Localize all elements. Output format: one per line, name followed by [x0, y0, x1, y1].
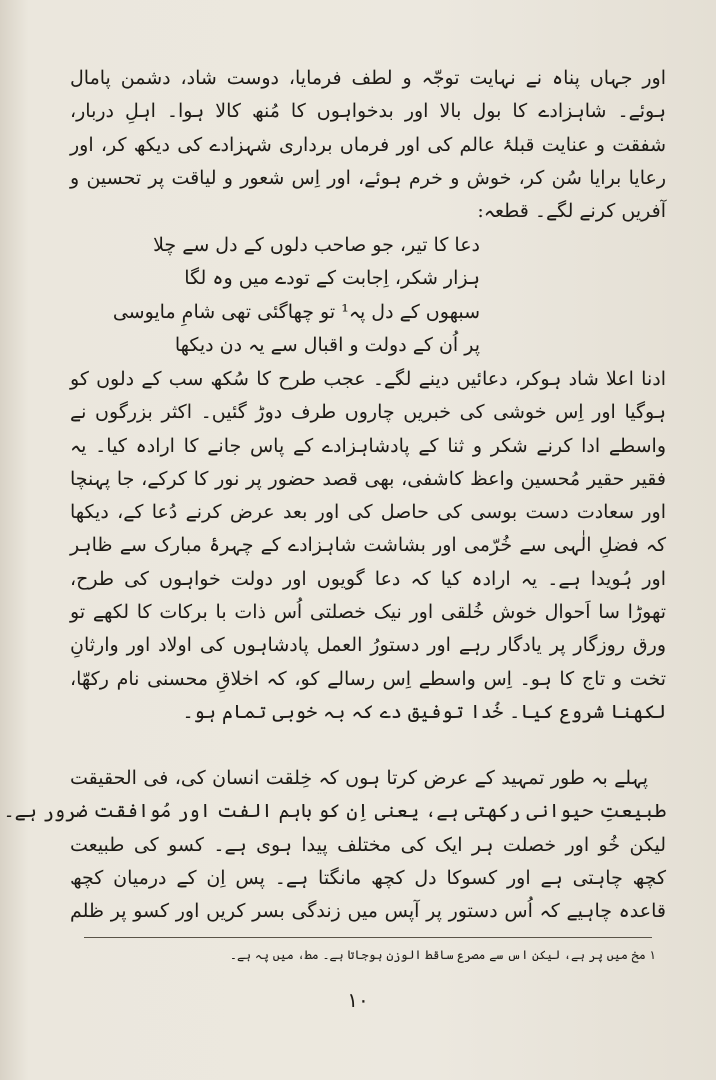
- page-number: ۱۰: [347, 988, 369, 1012]
- text-line: آفریں کرنے لگے۔ قطعہ:: [477, 200, 666, 223]
- text-line: شفقت و عنایت قبلۂ عالم کی اور فرماں برداری شہزادے کی دیکھ کر، اور: [70, 133, 666, 156]
- poem-line: دعا کا تیر، جو صاحب دلوں کے دل سے چلا: [153, 234, 480, 256]
- text-line: اور ہُویدا ہے۔ یہ ارادہ کیا کہ دعا گویوں اور دولت خواہوں کی طرح،: [70, 567, 666, 590]
- text-line: کہ فضلِ الٰہی سے خُرّمی اور بشاشت شاہزادے کے چہرۂ مبارک سے ظاہر: [70, 534, 666, 557]
- text-line: تھوڑا سا اَحوال خوش خُلقی اور نیک خصلتی اُس ذات با برکات کا لکھے تو: [70, 601, 666, 624]
- text-line: طبیعتِ حیوانی رکھتی ہے، یعنی اِن کو باہم الفت اور مُوافقت ضرور ہے۔: [3, 800, 666, 823]
- poem-line: سبھوں کے دل پہ¹ تو چھاگئی تھی شامِ مایوسی: [112, 300, 480, 323]
- footnote: ۱ مخ میں پر ہے، لیکن اس سے مصرع ساقط الوزن ہوجاتا ہے۔ مط، میں پہ ہے۔: [229, 948, 656, 962]
- text-line: اور سعادت دست بوسی کی حاصل کی اور بعد عرض کرنے دُعا کے، دیکھا: [70, 501, 666, 524]
- text-line: ہوئے۔ شاہزادے کا بول بالا اور بدخواہوں کا مُنھ کالا ہوا۔ اہلِ دربار،: [70, 100, 666, 123]
- text-line: کچھ چاہتی ہے اور کسوکا دل کچھ مانگتا ہے۔ پس اِن کے درمیان کچھ: [70, 866, 666, 889]
- text-line: پہلے بہ طور تمہید کے عرض کرتا ہوں کہ خِلقت انسان کی، فی الحقیقت: [70, 767, 648, 789]
- text-line: قاعدہ چاہیے کہ اُس دستور پر آپس میں زندگی بسر کریں اور کسو پر ظلم: [70, 900, 666, 923]
- text-line: رعایا برایا سُن کر، خوش و خرم ہوئے، اور اِس شعور و لیاقت پر تحسین و: [70, 166, 666, 189]
- text-line: اور جہاں پناہ نے نہایت توجّہ و لطف فرمایا، دوست شاد، دشمن پامال: [70, 67, 666, 89]
- paragraph-3: [3, 762, 666, 928]
- text-line: تخت و تاج کا ہو۔ اِس واسطے اِس رسالے کو، کہ اخلاقِ محسنی نام رکھّا،: [70, 667, 666, 690]
- text-line: واسطے ادا کرنے شکر و ثنا کے پادشاہزادے کے پاس جانے کا ارادہ کیا۔ یہ: [70, 434, 666, 457]
- text-line: فقیر حقیر مُحسین واعظ کاشفی، بھی قصد حضور پر نور کا کرکے، جا پہنچا: [70, 467, 666, 490]
- text-line: ہوگیا اور اِس خوشی کی خبریں چاروں طرف دوڑ گئیں۔ اکثر بزرگوں نے: [70, 401, 666, 424]
- paragraph-1: [70, 62, 666, 228]
- footnote-divider: [84, 937, 652, 938]
- paragraph-2: [70, 363, 666, 729]
- poem-qita: [112, 229, 480, 362]
- text-line: ورق روزگار پر یادگار رہے اور دستورُ العمل پادشاہوں کی اولاد اور وارثانِ: [70, 634, 666, 657]
- text-line: ادنا اعلا شاد ہوکر، دعائیں دینے لگے۔ عجب طرح کا سُکھ سب کے دلوں کو: [70, 368, 666, 390]
- text-line: لیکن خُو اور خصلت ہر ایک کی مختلف پیدا ہوی ہے۔ کسو کی طبیعت: [70, 833, 666, 856]
- poem-line: پر اُن کے دولت و اقبال سے یہ دن دیکھا: [174, 333, 480, 356]
- poem-line: ہزار شکر، اِجابت کے تودے میں وہ لگا: [184, 267, 480, 290]
- text-line: لکھنا شروع کیا۔ خُدا توفیق دے کہ بہ خوبی تمام ہو۔: [182, 700, 666, 723]
